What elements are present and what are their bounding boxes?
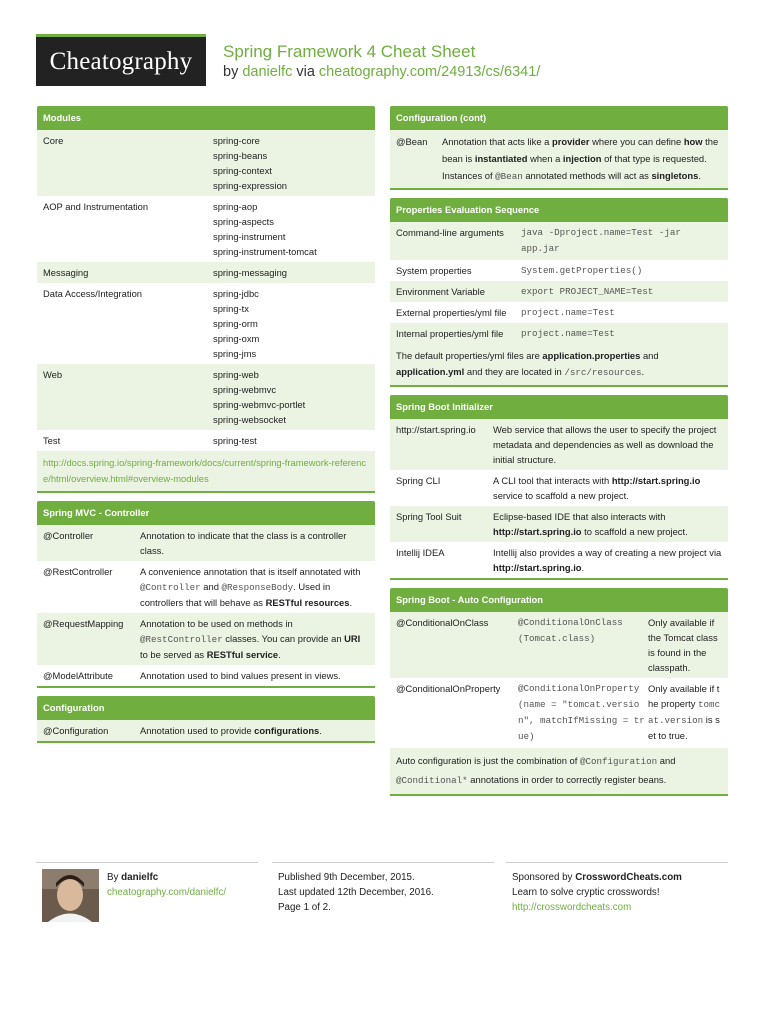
module-name: Web: [43, 369, 63, 380]
desc-text: . Used in controllers that will behave as: [140, 581, 331, 608]
annotation-key: @RestController: [43, 566, 113, 577]
table-row: [390, 302, 728, 323]
note-emphasis: application.properties: [542, 350, 641, 361]
byline: [223, 63, 540, 81]
table-row: [390, 281, 728, 302]
annotation-key: @ConditionalOnProperty: [396, 683, 501, 694]
table-row: [37, 561, 375, 613]
desc-emphasis: injection: [562, 153, 602, 164]
table-row: [390, 419, 728, 470]
desc-text: classes. You can provide an: [222, 633, 345, 644]
desc-text: Annotation to be used on methods in: [140, 618, 293, 629]
desc-text: Annotation that acts like a: [442, 136, 552, 147]
properties-header: Properties Evaluation Sequence: [390, 198, 728, 222]
note-text: The default properties/yml files are: [396, 350, 543, 361]
desc-text: Eclipse-based IDE that also interacts with: [493, 511, 666, 522]
desc-text: and: [200, 581, 222, 592]
desc-emphasis: how: [683, 136, 703, 147]
footer-author-name[interactable]: danielfc: [121, 872, 159, 883]
avatar-photo: [42, 869, 99, 922]
desc-text: where you can define: [589, 136, 684, 147]
footer-author: [107, 870, 226, 900]
annotation-desc: Annotation to indicate that the class is a controller class.: [140, 530, 347, 556]
module-name: AOP and Instrumentation: [43, 201, 149, 212]
table-row: [37, 720, 375, 743]
table-row: [390, 130, 728, 190]
property-source: Environment Variable: [396, 286, 485, 297]
configuration-cont-section: [390, 106, 728, 190]
footer-sponsor-tagline: Learn to solve cryptic crosswords!: [512, 887, 660, 898]
mvc-header: Spring MVC - Controller: [37, 501, 375, 525]
desc-emphasis: http://start.spring.io: [611, 475, 701, 486]
modules-section: [37, 106, 375, 493]
mvc-table: [37, 525, 375, 688]
desc-emphasis: singletons: [651, 170, 699, 181]
desc-text: .: [581, 562, 585, 573]
note-text: annotations in order to correctly register beans.: [467, 774, 667, 785]
tool-name: Spring CLI: [396, 475, 441, 486]
autoconf-header: Spring Boot - Auto Configuration: [390, 588, 728, 612]
desc-text: A CLI tool that interacts with: [493, 475, 612, 486]
desc-text: when a: [527, 153, 563, 164]
module-item: spring-aop: [213, 201, 258, 212]
table-row: [390, 542, 728, 580]
table-row: [390, 506, 728, 542]
table-row: [37, 130, 375, 196]
desc-emphasis: URI: [344, 633, 361, 644]
modules-reference-link[interactable]: http://docs.spring.io/spring-framework/docs/current/spring-framework-reference/html/overview.html#overview-modules: [43, 457, 367, 484]
property-source: Command-line arguments: [396, 227, 504, 238]
code-snippet: @Conditional*: [396, 775, 468, 786]
table-row: [37, 262, 375, 283]
module-items: [213, 433, 257, 448]
code-snippet: tomcat.version: [648, 699, 721, 726]
cheatography-logo[interactable]: Cheatography: [36, 34, 206, 86]
properties-note: [390, 344, 728, 387]
table-row: [37, 196, 375, 262]
note-text: and they are located in: [464, 366, 565, 377]
module-item: spring-jms: [213, 348, 257, 359]
byline-prefix: by: [223, 64, 243, 80]
footer-page: Page 1 of 2.: [278, 902, 331, 913]
desc-text: .: [278, 649, 281, 660]
tool-name: Intellij IDEA: [396, 547, 445, 558]
table-row: [390, 678, 728, 748]
note-text: and: [657, 755, 676, 766]
module-item: spring-websocket: [213, 414, 286, 425]
author-avatar[interactable]: [42, 869, 99, 922]
footer-sponsor-line: [512, 870, 682, 885]
annotation-desc: [140, 616, 369, 662]
tool-name: http://start.spring.io: [396, 424, 476, 435]
tool-desc: [493, 473, 722, 503]
property-example: System.getProperties(): [521, 265, 643, 276]
footer-divider: [272, 862, 494, 863]
modules-table: [37, 130, 375, 451]
module-item: spring-expression: [213, 180, 287, 191]
module-item: spring-instrument-tomcat: [213, 246, 317, 257]
module-item: spring-oxm: [213, 333, 260, 344]
module-item: spring-jdbc: [213, 288, 259, 299]
table-row: [37, 430, 375, 451]
desc-text: the bean is: [442, 136, 719, 164]
annotation-desc: [140, 564, 369, 610]
module-item: spring-webmvc-portlet: [213, 399, 306, 410]
footer-sponsored-by: Sponsored by: [512, 872, 576, 883]
modules-header: Modules: [37, 106, 375, 130]
table-row: [390, 323, 728, 344]
initializer-section: [390, 395, 728, 580]
table-row: [37, 525, 375, 561]
autoconf-note: [390, 748, 728, 796]
annotation-key: @RequestMapping: [43, 618, 124, 629]
module-item: spring-beans: [213, 150, 268, 161]
annotation-example: @ConditionalOnProperty(name = "tomcat.version", matchIfMissing = true): [518, 683, 645, 742]
annotation-desc: [140, 723, 369, 738]
autoconf-table: [390, 612, 728, 748]
initializer-header: Spring Boot Initializer: [390, 395, 728, 419]
footer-publication: [278, 870, 434, 915]
desc-emphasis: provider: [551, 136, 590, 147]
property-source: Internal properties/yml file: [396, 328, 504, 339]
code-snippet: @Bean: [495, 171, 523, 182]
properties-section: [390, 198, 728, 387]
module-items: [213, 265, 287, 280]
footer-divider: [36, 862, 258, 863]
property-example: export PROJECT_NAME=Test: [521, 286, 654, 297]
right-column: [390, 106, 728, 804]
code-snippet: @Configuration: [579, 756, 658, 767]
desc-text: A convenience annotation that is itself annotated with: [140, 566, 361, 577]
modules-reference: [37, 451, 375, 493]
property-source: System properties: [396, 265, 472, 276]
module-item: spring-context: [213, 165, 272, 176]
module-item: spring-aspects: [213, 216, 274, 227]
code-snippet: @RestController: [140, 634, 223, 645]
code-snippet: @Controller: [140, 582, 201, 593]
table-row: [37, 364, 375, 430]
module-item: spring-tx: [213, 303, 249, 314]
module-item: spring-messaging: [213, 267, 287, 278]
annotation-desc: Annotation used to bind values present in views.: [140, 670, 341, 681]
footer-sponsor-name[interactable]: CrosswordCheats.com: [575, 872, 682, 883]
note-emphasis: application.yml: [396, 366, 465, 377]
note-text: and: [640, 350, 659, 361]
author-link[interactable]: danielfc: [242, 64, 293, 80]
module-items: [213, 133, 287, 193]
table-row: [390, 222, 728, 260]
tool-desc: [493, 545, 722, 575]
table-row: [390, 470, 728, 506]
code-snippet: @ResponseBody: [221, 582, 294, 593]
note-text: Auto configuration is just the combination of: [396, 755, 580, 766]
annotation-key: @ModelAttribute: [43, 670, 113, 681]
annotation-example: @ConditionalOnClass (Tomcat.class): [518, 617, 623, 644]
module-item: spring-orm: [213, 318, 258, 329]
desc-text: .: [698, 170, 701, 181]
desc-text: .: [319, 725, 322, 736]
desc-text: Intellij also provides a way of creating a new project via: [493, 547, 722, 558]
sheet-url-link[interactable]: cheatography.com/24913/cs/6341/: [318, 64, 541, 80]
module-name: Data Access/Integration: [43, 288, 143, 299]
desc-text: of that type is requested. Instances of: [442, 153, 707, 181]
footer-published: Published 9th December, 2015.: [278, 872, 415, 883]
tool-name: Spring Tool Suit: [396, 511, 462, 522]
desc-text: to be served as: [140, 649, 207, 660]
tool-desc: Web service that allows the user to specify the project metadata and dependencies as well as download the initial structure.: [493, 424, 717, 465]
annotation-desc: [442, 133, 722, 185]
module-name: Core: [43, 135, 64, 146]
footer-author-link[interactable]: cheatography.com/danielfc/: [107, 887, 227, 898]
property-example: project.name=Test: [521, 328, 615, 339]
footer-by: By: [107, 872, 122, 883]
module-name: Messaging: [43, 267, 89, 278]
tool-desc: [493, 509, 722, 539]
annotation-key: @Bean: [396, 136, 428, 147]
table-row: [37, 665, 375, 688]
configuration-header: Configuration: [37, 696, 375, 720]
configuration-cont-header: Configuration (cont): [390, 106, 728, 130]
page-title: Spring Framework 4 Cheat Sheet: [223, 42, 476, 61]
desc-emphasis: http://start.spring.io: [493, 526, 582, 537]
annotation-desc: [648, 681, 722, 745]
initializer-table: [390, 419, 728, 580]
left-column: [37, 106, 375, 751]
properties-table: [390, 222, 728, 344]
note-text: .: [641, 366, 645, 377]
annotation-desc: Only available if the Tomcat class is found in the classpath.: [648, 617, 718, 673]
desc-text: to scaffold a new project.: [581, 526, 688, 537]
module-item: spring-web: [213, 369, 259, 380]
desc-emphasis: RESTful resources: [265, 597, 350, 608]
annotation-key: @Controller: [43, 530, 94, 541]
desc-emphasis: configurations: [254, 725, 320, 736]
table-row: [37, 613, 375, 665]
desc-text: is set to true.: [648, 714, 720, 741]
module-item: spring-test: [213, 435, 257, 446]
mvc-section: [37, 501, 375, 688]
footer-author-line: [107, 870, 226, 885]
desc-emphasis: instantiated: [474, 153, 528, 164]
footer-sponsor: [512, 870, 682, 915]
annotation-key: @ConditionalOnClass: [396, 617, 489, 628]
annotation-key: @Configuration: [43, 725, 109, 736]
table-row: [390, 260, 728, 281]
desc-emphasis: RESTful service: [206, 649, 279, 660]
desc-text: annotated methods will act as: [522, 170, 652, 181]
footer-updated: Last updated 12th December, 2016.: [278, 887, 434, 898]
module-name: Test: [43, 435, 61, 446]
desc-text: Annotation used to provide: [140, 725, 255, 736]
desc-text: Only available if the property: [648, 683, 720, 709]
autoconf-section: [390, 588, 728, 796]
configuration-section: [37, 696, 375, 743]
byline-via: via: [292, 64, 319, 80]
property-example: java -Dproject.name=Test -jar app.jar: [521, 227, 681, 254]
desc-text: service to scaffold a new project.: [493, 490, 629, 501]
module-item: spring-webmvc: [213, 384, 277, 395]
module-item: spring-instrument: [213, 231, 286, 242]
table-row: [390, 612, 728, 678]
property-source: External properties/yml file: [396, 307, 507, 318]
module-items: [213, 199, 317, 259]
module-items: [213, 286, 259, 361]
footer-divider: [506, 862, 728, 863]
desc-text: .: [349, 597, 353, 608]
property-example: project.name=Test: [521, 307, 615, 318]
footer-sponsor-link[interactable]: http://crosswordcheats.com: [512, 902, 632, 913]
desc-emphasis: http://start.spring.io: [493, 562, 582, 573]
module-item: spring-core: [213, 135, 260, 146]
code-snippet: /src/resources: [564, 367, 642, 378]
module-items: [213, 367, 305, 427]
table-row: [37, 283, 375, 364]
